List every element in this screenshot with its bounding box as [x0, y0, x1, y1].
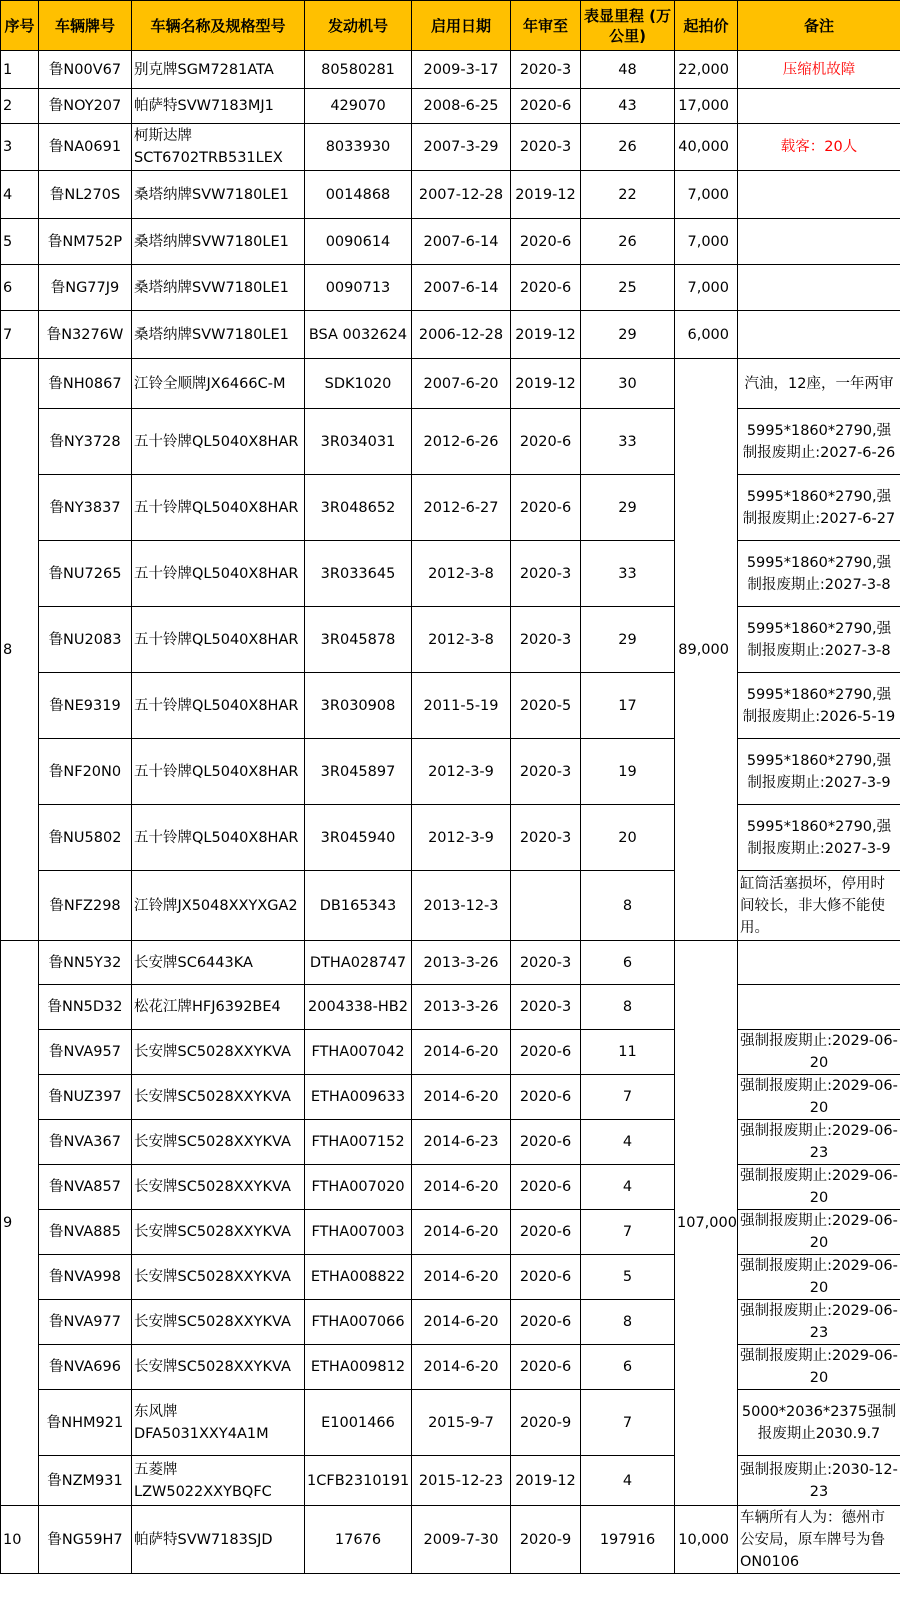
engine-cell: SDK1020 — [305, 359, 412, 409]
plate-cell: 鲁NUZ397 — [39, 1075, 132, 1120]
engine-cell: 0090614 — [305, 219, 412, 265]
engine-cell: 17676 — [305, 1506, 412, 1574]
engine-cell: FTHA007042 — [305, 1030, 412, 1075]
model-cell: 长安牌SC5028XXYKVA — [132, 1165, 305, 1210]
model-cell: 长安牌SC5028XXYKVA — [132, 1345, 305, 1390]
header-engine: 发动机号 — [305, 1, 412, 51]
engine-cell: E1001466 — [305, 1390, 412, 1456]
engine-cell: FTHA007020 — [305, 1165, 412, 1210]
engine-cell: DTHA028747 — [305, 941, 412, 985]
start-date-cell: 2013-3-26 — [412, 985, 511, 1030]
plate-cell: 鲁NL270S — [39, 171, 132, 219]
seq-cell: 2 — [1, 89, 39, 124]
start-date-cell: 2012-3-9 — [412, 805, 511, 871]
audit-cell: 2020-9 — [511, 1390, 581, 1456]
table-row — [1, 1075, 900, 1120]
start-date-cell: 2014-6-20 — [412, 1255, 511, 1300]
note-cell — [738, 985, 900, 1030]
price-cell: 6,000 — [675, 311, 738, 359]
mileage-cell: 7 — [581, 1210, 675, 1255]
table-row — [1, 51, 900, 89]
price-cell: 107,000 — [675, 941, 738, 1506]
model-cell: 五十铃牌QL5040X8HAR — [132, 409, 305, 475]
start-date-cell: 2014-6-20 — [412, 1030, 511, 1075]
seq-cell: 1 — [1, 51, 39, 89]
start-date-cell: 2014-6-20 — [412, 1075, 511, 1120]
price-cell: 7,000 — [675, 219, 738, 265]
note-cell: 5995*1860*2790,强制报废期止:2027-3-9 — [738, 805, 900, 871]
plate-cell: 鲁NVA696 — [39, 1345, 132, 1390]
note-cell: 强制报废期止:2029-06-20 — [738, 1345, 900, 1390]
mileage-cell: 4 — [581, 1165, 675, 1210]
audit-cell: 2020-6 — [511, 1255, 581, 1300]
audit-cell — [511, 871, 581, 941]
mileage-cell: 17 — [581, 673, 675, 739]
start-date-cell: 2015-12-23 — [412, 1456, 511, 1506]
note-cell — [738, 265, 900, 311]
model-cell: 桑塔纳牌SVW7180LE1 — [132, 265, 305, 311]
mileage-cell: 7 — [581, 1390, 675, 1456]
start-date-cell: 2013-12-3 — [412, 871, 511, 941]
table-row — [1, 1120, 900, 1165]
plate-cell: 鲁NVA367 — [39, 1120, 132, 1165]
note-cell — [738, 219, 900, 265]
engine-cell: 3R030908 — [305, 673, 412, 739]
engine-cell: 1CFB2310191 — [305, 1456, 412, 1506]
model-cell: 桑塔纳牌SVW7180LE1 — [132, 311, 305, 359]
seq-cell: 7 — [1, 311, 39, 359]
plate-cell: 鲁NY3728 — [39, 409, 132, 475]
audit-cell: 2020-6 — [511, 1300, 581, 1345]
plate-cell: 鲁NVA885 — [39, 1210, 132, 1255]
model-cell: 五十铃牌QL5040X8HAR — [132, 475, 305, 541]
start-date-cell: 2014-6-20 — [412, 1210, 511, 1255]
start-date-cell: 2014-6-20 — [412, 1165, 511, 1210]
mileage-cell: 8 — [581, 1300, 675, 1345]
table-row — [1, 541, 900, 607]
price-cell: 10,000 — [675, 1506, 738, 1574]
engine-cell: BSA 0032624 — [305, 311, 412, 359]
seq-cell: 9 — [1, 941, 39, 1506]
engine-cell: FTHA007003 — [305, 1210, 412, 1255]
plate-cell: 鲁NZM931 — [39, 1456, 132, 1506]
note-cell — [738, 171, 900, 219]
table-row — [1, 171, 900, 219]
table-row — [1, 311, 900, 359]
note-cell: 强制报废期止:2029-06-20 — [738, 1210, 900, 1255]
plate-cell: 鲁NE9319 — [39, 673, 132, 739]
plate-cell: 鲁NFZ298 — [39, 871, 132, 941]
table-row — [1, 1300, 900, 1345]
header-start-date: 启用日期 — [412, 1, 511, 51]
note-cell: 强制报废期止:2029-06-20 — [738, 1255, 900, 1300]
note-cell: 汽油，12座，一年两审 — [738, 359, 900, 409]
model-cell: 五菱牌LZW5022XXYBQFC — [132, 1456, 305, 1506]
audit-cell: 2020-3 — [511, 941, 581, 985]
plate-cell: 鲁NVA857 — [39, 1165, 132, 1210]
note-cell: 压缩机故障 — [738, 51, 900, 89]
mileage-cell: 25 — [581, 265, 675, 311]
start-date-cell: 2007-3-29 — [412, 124, 511, 171]
note-cell — [738, 941, 900, 985]
engine-cell: 3R045878 — [305, 607, 412, 673]
engine-cell: 8033930 — [305, 124, 412, 171]
table-row — [1, 673, 900, 739]
table-row — [1, 89, 900, 124]
header-seq: 序号 — [1, 1, 39, 51]
mileage-cell: 30 — [581, 359, 675, 409]
audit-cell: 2020-6 — [511, 1345, 581, 1390]
note-cell: 强制报废期止:2030-12-23 — [738, 1456, 900, 1506]
mileage-cell: 43 — [581, 89, 675, 124]
note-cell: 5995*1860*2790,强制报废期止:2027-3-9 — [738, 739, 900, 805]
start-date-cell: 2014-6-20 — [412, 1345, 511, 1390]
engine-cell: 3R045897 — [305, 739, 412, 805]
note-cell: 5995*1860*2790,强制报废期止:2027-6-27 — [738, 475, 900, 541]
plate-cell: 鲁NF20N0 — [39, 739, 132, 805]
start-date-cell: 2015-9-7 — [412, 1390, 511, 1456]
start-date-cell: 2009-7-30 — [412, 1506, 511, 1574]
model-cell: 长安牌SC5028XXYKVA — [132, 1255, 305, 1300]
audit-cell: 2020-3 — [511, 541, 581, 607]
audit-cell: 2019-12 — [511, 1456, 581, 1506]
model-cell: 江铃全顺牌JX6466C-M — [132, 359, 305, 409]
mileage-cell: 6 — [581, 941, 675, 985]
price-cell: 22,000 — [675, 51, 738, 89]
model-cell: 帕萨特SVW7183MJ1 — [132, 89, 305, 124]
mileage-cell: 22 — [581, 171, 675, 219]
start-date-cell: 2012-3-8 — [412, 607, 511, 673]
model-cell: 帕萨特SVW7183SJD — [132, 1506, 305, 1574]
plate-cell: 鲁NM752P — [39, 219, 132, 265]
table-row — [1, 1255, 900, 1300]
audit-cell: 2020-6 — [511, 1120, 581, 1165]
plate-cell: 鲁NY3837 — [39, 475, 132, 541]
note-cell: 5995*1860*2790,强制报废期止:2027-3-8 — [738, 541, 900, 607]
plate-cell: 鲁NG59H7 — [39, 1506, 132, 1574]
note-cell — [738, 311, 900, 359]
table-row — [1, 1030, 900, 1075]
seq-cell: 5 — [1, 219, 39, 265]
audit-cell: 2020-3 — [511, 607, 581, 673]
note-cell: 5995*1860*2790,强制报废期止:2027-6-26 — [738, 409, 900, 475]
mileage-cell: 5 — [581, 1255, 675, 1300]
model-cell: 长安牌SC5028XXYKVA — [132, 1075, 305, 1120]
audit-cell: 2020-6 — [511, 265, 581, 311]
table-row — [1, 1345, 900, 1390]
model-cell: 五十铃牌QL5040X8HAR — [132, 607, 305, 673]
start-date-cell: 2007-6-14 — [412, 219, 511, 265]
mileage-cell: 33 — [581, 409, 675, 475]
table-row — [1, 1210, 900, 1255]
engine-cell: 0090713 — [305, 265, 412, 311]
table-row — [1, 985, 900, 1030]
engine-cell: 3R048652 — [305, 475, 412, 541]
price-cell: 7,000 — [675, 171, 738, 219]
model-cell: 五十铃牌QL5040X8HAR — [132, 673, 305, 739]
start-date-cell: 2012-6-27 — [412, 475, 511, 541]
model-cell: 五十铃牌QL5040X8HAR — [132, 541, 305, 607]
header-price: 起拍价 — [675, 1, 738, 51]
audit-cell: 2020-3 — [511, 805, 581, 871]
mileage-cell: 197916 — [581, 1506, 675, 1574]
table-row — [1, 475, 900, 541]
table-row — [1, 124, 900, 171]
note-cell: 缸筒活塞损坏，停用时间较长，非大修不能使用。 — [738, 871, 900, 941]
audit-cell: 2020-6 — [511, 219, 581, 265]
engine-cell: ETHA008822 — [305, 1255, 412, 1300]
mileage-cell: 26 — [581, 124, 675, 171]
start-date-cell: 2011-5-19 — [412, 673, 511, 739]
mileage-cell: 11 — [581, 1030, 675, 1075]
note-cell: 强制报废期止:2029-06-23 — [738, 1120, 900, 1165]
note-cell — [738, 89, 900, 124]
table-row — [1, 359, 900, 409]
model-cell: 五十铃牌QL5040X8HAR — [132, 739, 305, 805]
audit-cell: 2020-6 — [511, 1165, 581, 1210]
price-cell: 17,000 — [675, 89, 738, 124]
start-date-cell: 2014-6-20 — [412, 1300, 511, 1345]
model-cell: 别克牌SGM7281ATA — [132, 51, 305, 89]
audit-cell: 2019-12 — [511, 171, 581, 219]
table-row — [1, 219, 900, 265]
engine-cell: 429070 — [305, 89, 412, 124]
audit-cell: 2020-3 — [511, 985, 581, 1030]
model-cell: 长安牌SC5028XXYKVA — [132, 1030, 305, 1075]
plate-cell: 鲁NVA977 — [39, 1300, 132, 1345]
model-cell: 长安牌SC6443KA — [132, 941, 305, 985]
audit-cell: 2020-6 — [511, 1030, 581, 1075]
audit-cell: 2020-6 — [511, 1210, 581, 1255]
audit-cell: 2020-6 — [511, 475, 581, 541]
plate-cell: 鲁NVA998 — [39, 1255, 132, 1300]
start-date-cell: 2007-6-14 — [412, 265, 511, 311]
table-row — [1, 1456, 900, 1506]
model-cell: 江铃牌JX5048XXYXGA2 — [132, 871, 305, 941]
plate-cell: 鲁NHM921 — [39, 1390, 132, 1456]
model-cell: 长安牌SC5028XXYKVA — [132, 1300, 305, 1345]
header-row — [1, 1, 900, 51]
model-cell: 东风牌DFA5031XXY4A1M — [132, 1390, 305, 1456]
audit-cell: 2019-12 — [511, 311, 581, 359]
plate-cell: 鲁NU5802 — [39, 805, 132, 871]
model-cell: 桑塔纳牌SVW7180LE1 — [132, 219, 305, 265]
plate-cell: 鲁NVA957 — [39, 1030, 132, 1075]
table-row — [1, 409, 900, 475]
audit-cell: 2019-12 — [511, 359, 581, 409]
plate-cell: 鲁N00V67 — [39, 51, 132, 89]
seq-cell: 4 — [1, 171, 39, 219]
start-date-cell: 2007-12-28 — [412, 171, 511, 219]
model-cell: 柯斯达牌SCT6702TRB531LEX — [132, 124, 305, 171]
plate-cell: 鲁NA0691 — [39, 124, 132, 171]
start-date-cell: 2009-3-17 — [412, 51, 511, 89]
engine-cell: 3R033645 — [305, 541, 412, 607]
mileage-cell: 4 — [581, 1456, 675, 1506]
mileage-cell: 6 — [581, 1345, 675, 1390]
model-cell: 五十铃牌QL5040X8HAR — [132, 805, 305, 871]
audit-cell: 2020-9 — [511, 1506, 581, 1574]
note-cell: 强制报废期止:2029-06-20 — [738, 1075, 900, 1120]
note-cell: 车辆所有人为：德州市公安局，原车牌号为鲁ON0106 — [738, 1506, 900, 1574]
table-row — [1, 1165, 900, 1210]
engine-cell: 3R045940 — [305, 805, 412, 871]
header-plate: 车辆牌号 — [39, 1, 132, 51]
engine-cell: ETHA009812 — [305, 1345, 412, 1390]
start-date-cell: 2014-6-23 — [412, 1120, 511, 1165]
mileage-cell: 29 — [581, 607, 675, 673]
mileage-cell: 29 — [581, 311, 675, 359]
mileage-cell: 29 — [581, 475, 675, 541]
model-cell: 长安牌SC5028XXYKVA — [132, 1210, 305, 1255]
header-model: 车辆名称及规格型号 — [132, 1, 305, 51]
plate-cell: 鲁NN5D32 — [39, 985, 132, 1030]
plate-cell: 鲁NOY207 — [39, 89, 132, 124]
header-mileage: 表显里程 (万公里) — [581, 1, 675, 51]
mileage-cell: 33 — [581, 541, 675, 607]
start-date-cell: 2012-3-9 — [412, 739, 511, 805]
start-date-cell: 2008-6-25 — [412, 89, 511, 124]
seq-cell: 3 — [1, 124, 39, 171]
plate-cell: 鲁NU7265 — [39, 541, 132, 607]
note-cell: 5995*1860*2790,强制报废期止:2027-3-8 — [738, 607, 900, 673]
table-row — [1, 607, 900, 673]
mileage-cell: 4 — [581, 1120, 675, 1165]
start-date-cell: 2012-3-8 — [412, 541, 511, 607]
note-cell: 5995*1860*2790,强制报废期止:2026-5-19 — [738, 673, 900, 739]
note-cell: 强制报废期止:2029-06-20 — [738, 1165, 900, 1210]
seq-cell: 6 — [1, 265, 39, 311]
audit-cell: 2020-6 — [511, 89, 581, 124]
plate-cell: 鲁N3276W — [39, 311, 132, 359]
note-cell: 5000*2036*2375强制报废期止2030.9.7 — [738, 1390, 900, 1456]
engine-cell: ETHA009633 — [305, 1075, 412, 1120]
mileage-cell: 8 — [581, 871, 675, 941]
engine-cell: FTHA007066 — [305, 1300, 412, 1345]
audit-cell: 2020-6 — [511, 409, 581, 475]
model-cell: 桑塔纳牌SVW7180LE1 — [132, 171, 305, 219]
note-cell: 载客：20人 — [738, 124, 900, 171]
start-date-cell: 2007-6-20 — [412, 359, 511, 409]
note-cell: 强制报废期止:2029-06-20 — [738, 1030, 900, 1075]
table-row — [1, 805, 900, 871]
table-row — [1, 871, 900, 941]
mileage-cell: 8 — [581, 985, 675, 1030]
mileage-cell: 48 — [581, 51, 675, 89]
table-row — [1, 941, 900, 985]
header-note: 备注 — [738, 1, 900, 51]
audit-cell: 2020-3 — [511, 739, 581, 805]
start-date-cell: 2012-6-26 — [412, 409, 511, 475]
engine-cell: 2004338-HB2 — [305, 985, 412, 1030]
table-row — [1, 265, 900, 311]
engine-cell: 0014868 — [305, 171, 412, 219]
start-date-cell: 2006-12-28 — [412, 311, 511, 359]
engine-cell: 80580281 — [305, 51, 412, 89]
engine-cell: DB165343 — [305, 871, 412, 941]
table-row — [1, 1506, 900, 1574]
table-row — [1, 1390, 900, 1456]
mileage-cell: 7 — [581, 1075, 675, 1120]
price-cell: 40,000 — [675, 124, 738, 171]
price-cell: 7,000 — [675, 265, 738, 311]
plate-cell: 鲁NH0867 — [39, 359, 132, 409]
table-row — [1, 739, 900, 805]
seq-cell: 10 — [1, 1506, 39, 1574]
mileage-cell: 26 — [581, 219, 675, 265]
note-cell: 强制报废期止:2029-06-23 — [738, 1300, 900, 1345]
model-cell: 松花江牌HFJ6392BE4 — [132, 985, 305, 1030]
model-cell: 长安牌SC5028XXYKVA — [132, 1120, 305, 1165]
audit-cell: 2020-3 — [511, 124, 581, 171]
plate-cell: 鲁NU2083 — [39, 607, 132, 673]
audit-cell: 2020-3 — [511, 51, 581, 89]
mileage-cell: 19 — [581, 739, 675, 805]
audit-cell: 2020-5 — [511, 673, 581, 739]
header-audit: 年审至 — [511, 1, 581, 51]
plate-cell: 鲁NG77J9 — [39, 265, 132, 311]
mileage-cell: 20 — [581, 805, 675, 871]
engine-cell: FTHA007152 — [305, 1120, 412, 1165]
plate-cell: 鲁NN5Y32 — [39, 941, 132, 985]
engine-cell: 3R034031 — [305, 409, 412, 475]
start-date-cell: 2013-3-26 — [412, 941, 511, 985]
audit-cell: 2020-6 — [511, 1075, 581, 1120]
price-cell: 89,000 — [675, 359, 738, 941]
seq-cell: 8 — [1, 359, 39, 941]
